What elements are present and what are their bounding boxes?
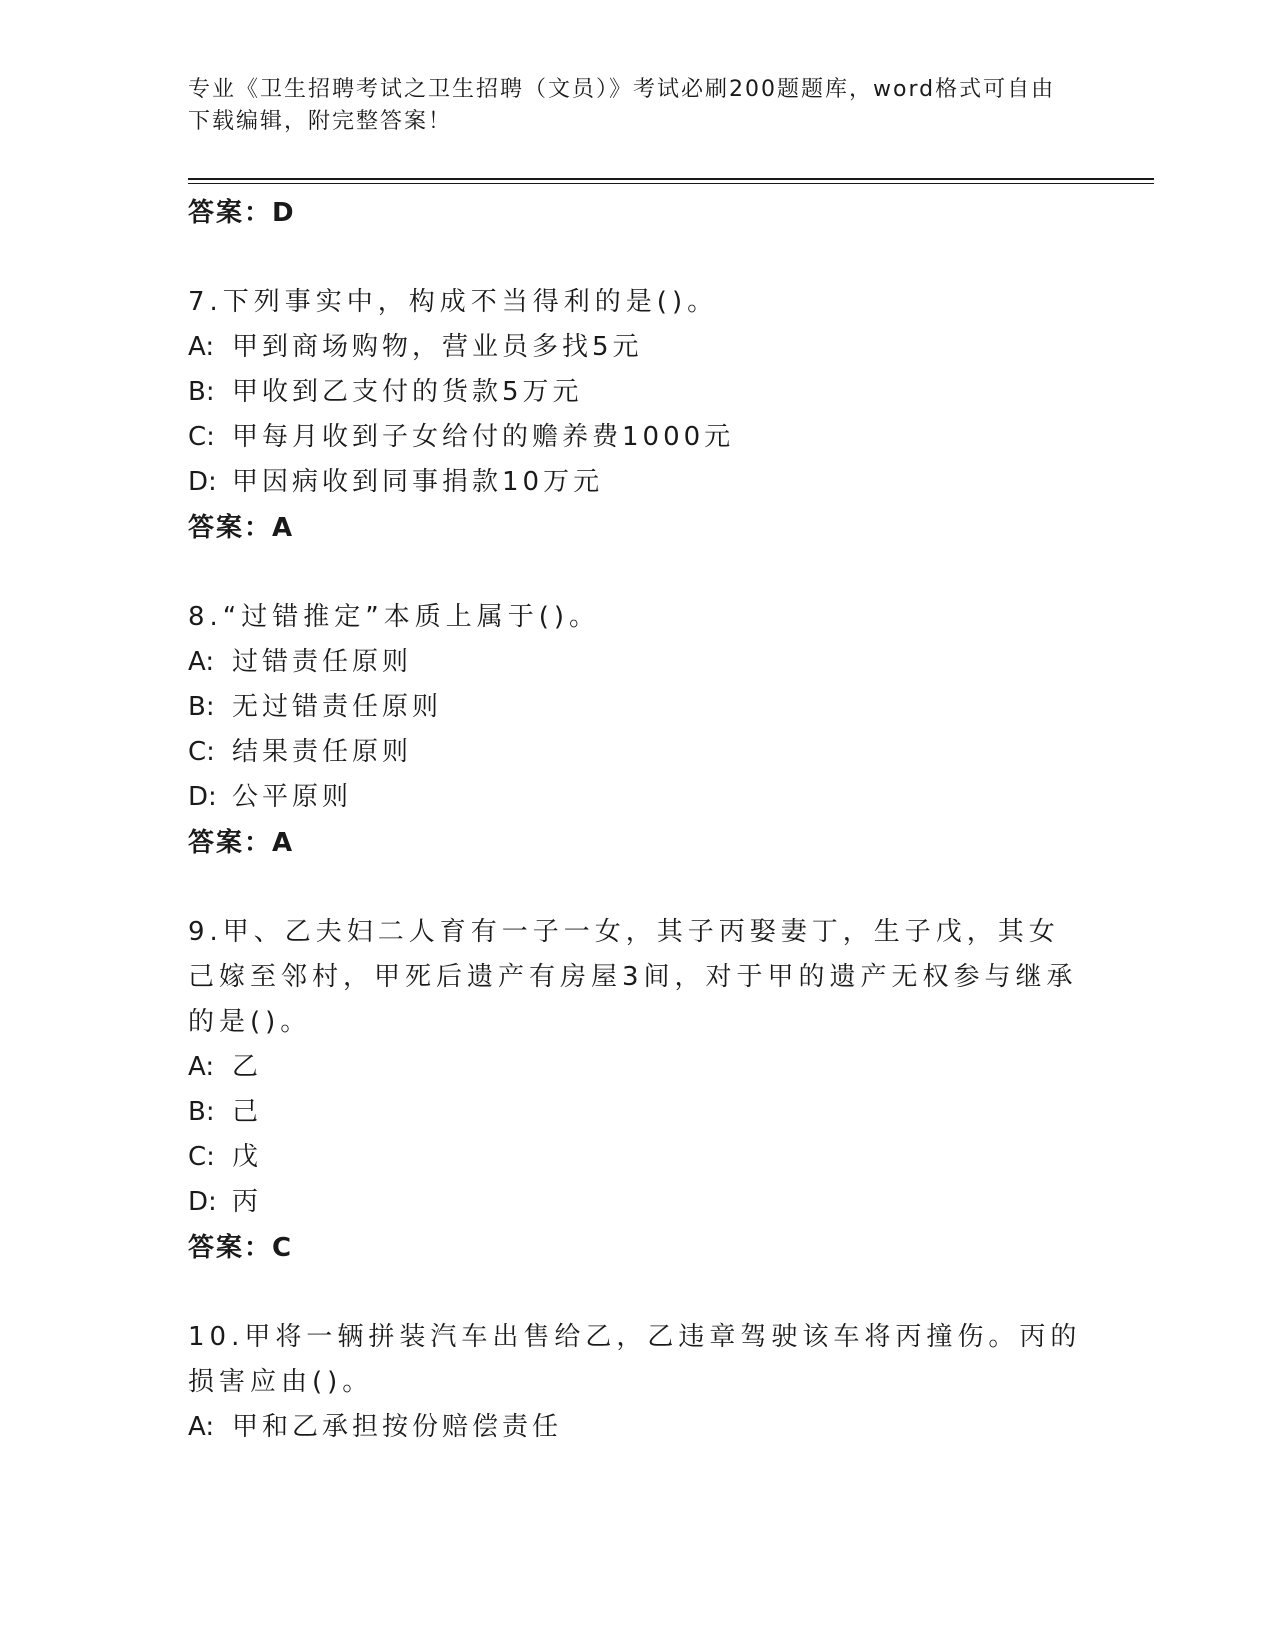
option-text: 丙 [232, 1187, 263, 1217]
question-9 [188, 910, 1088, 1271]
option-d [188, 460, 1088, 505]
option-text: 乙 [232, 1052, 263, 1082]
option-text: 甲每月收到子女给付的赡养费1000元 [232, 422, 735, 452]
option-a [188, 1405, 1088, 1450]
option-b [188, 685, 1088, 730]
option-a [188, 1045, 1088, 1090]
option-a [188, 325, 1088, 370]
option-text: 过错责任原则 [232, 647, 413, 677]
option-b [188, 370, 1088, 415]
question-8 [188, 595, 1088, 866]
option-d [188, 1180, 1088, 1225]
question-content [188, 190, 1088, 1450]
option-letter: B: [188, 692, 215, 722]
option-letter: D: [188, 782, 217, 812]
answer-label: 答案：A [188, 513, 295, 543]
question-7 [188, 280, 1088, 551]
option-letter: A: [188, 1412, 215, 1442]
option-c [188, 1135, 1088, 1180]
option-text: 无过错责任原则 [232, 692, 443, 722]
option-text: 甲到商场购物，营业员多找5元 [232, 332, 643, 362]
option-c [188, 730, 1088, 775]
option-text: 甲因病收到同事捐款10万元 [232, 467, 604, 497]
spacer [188, 551, 1088, 595]
option-letter: D: [188, 467, 217, 497]
option-letter: C: [188, 1142, 215, 1172]
spacer [188, 866, 1088, 910]
option-letter: A: [188, 647, 215, 677]
spacer [188, 1271, 1088, 1315]
option-text: 甲和乙承担按份赔偿责任 [232, 1412, 563, 1442]
option-c [188, 415, 1088, 460]
option-letter: A: [188, 332, 215, 362]
option-letter: B: [188, 377, 215, 407]
option-d [188, 775, 1088, 820]
question-text: 10.甲将一辆拼装汽车出售给乙，乙违章驾驶该车将丙撞伤。丙的损害应由()。 [188, 1322, 1082, 1397]
option-text: 公平原则 [232, 782, 353, 812]
header-divider-thick [188, 178, 1154, 180]
header-divider-thin [188, 183, 1154, 184]
answer-label: 答案：D [188, 198, 296, 228]
option-text: 甲收到乙支付的货款5万元 [232, 377, 583, 407]
answer-label: 答案：A [188, 828, 295, 858]
question-10 [188, 1315, 1088, 1450]
option-b [188, 1090, 1088, 1135]
option-text: 己 [232, 1097, 263, 1127]
answer-label: 答案：C [188, 1233, 294, 1263]
option-letter: D: [188, 1187, 217, 1217]
spacer [188, 236, 1088, 280]
question-text: 7.下列事实中，构成不当得利的是()。 [188, 287, 719, 317]
option-text: 结果责任原则 [232, 737, 413, 767]
option-letter: A: [188, 1052, 215, 1082]
question-text: 8.“过错推定”本质上属于()。 [188, 602, 601, 632]
question-text: 9.甲、乙夫妇二人育有一子一女，其子丙娶妻丁，生子戊，其女己嫁至邻村，甲死后遗产有房屋3间，对于甲的遗产无权参与继承的是()。 [188, 917, 1078, 1037]
option-text: 戊 [232, 1142, 263, 1172]
page-header: 专业《卫生招聘考试之卫生招聘（文员）》考试必刷200题题库，word格式可自由下载编辑，附完整答案！ [188, 77, 1056, 134]
option-letter: C: [188, 737, 215, 767]
option-letter: B: [188, 1097, 215, 1127]
option-letter: C: [188, 422, 215, 452]
option-a [188, 640, 1088, 685]
